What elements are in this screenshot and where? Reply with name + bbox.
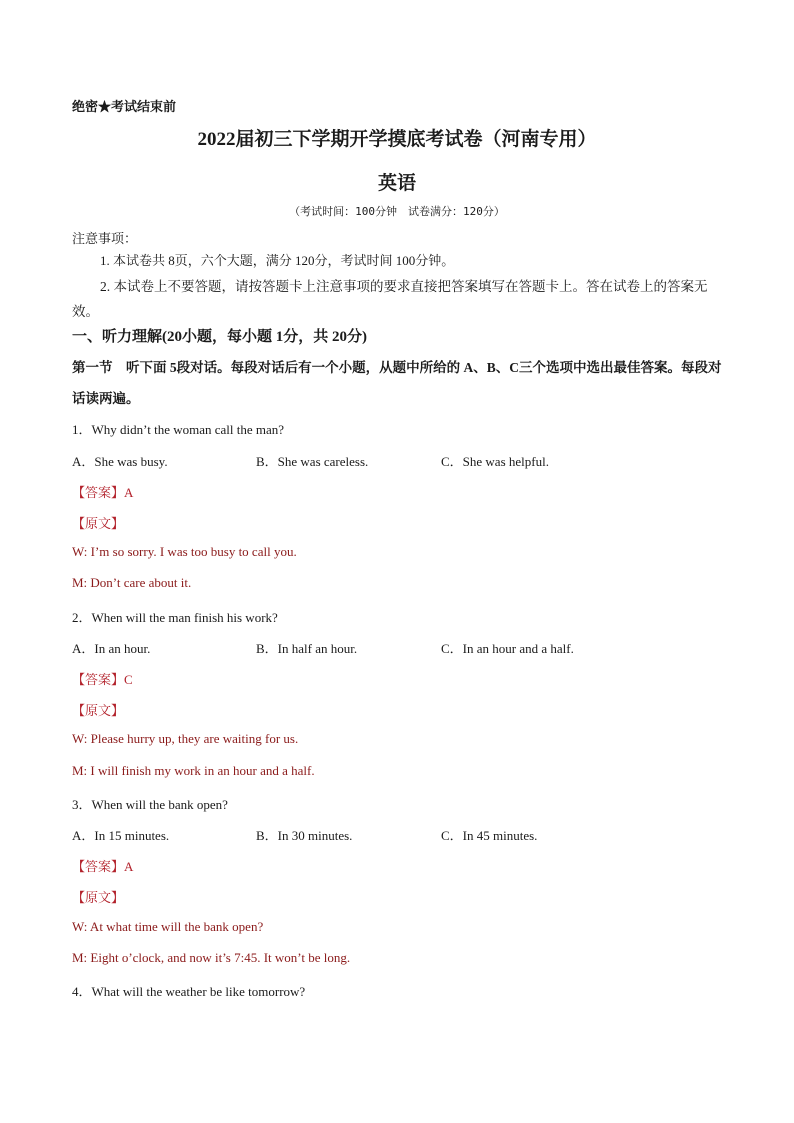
dialogue-line: M: I will finish my work in an hour and a half. [72,763,315,778]
page-title: 2022届初三下学期开学摸底考试卷（河南专用） [197,129,597,150]
answer-value: A [124,485,134,500]
answer-label: 【答案】 [72,859,125,874]
option-a: A．In 15 minutes. [72,828,170,843]
dialogue-line: M: Don’t care about it. [72,575,192,590]
question-stem: 1．Why didn’t the woman call the man? [72,422,285,437]
question-stem: 2．When will the man finish his work? [72,610,278,625]
option-a: A．She was busy. [72,454,168,469]
dialogue-line: M: Eight o’clock, and now it’s 7:45. It won’t be long. [72,950,351,965]
option-c: C．In an hour and a half. [441,641,574,656]
answer-label: 【答案】 [72,672,125,687]
transcript-label: 【原文】 [72,703,125,718]
option-a: A．In an hour. [72,641,151,656]
notes-heading: 注意事项： [72,231,138,246]
dialogue-line: W: At what time will the bank open? [72,919,264,934]
answer-label: 【答案】 [72,485,125,500]
note-item: 1. 本试卷共 8页，六个大题，满分 120分，考试时间 100分钟。 [100,253,455,268]
transcript-label: 【原文】 [72,890,125,905]
dialogue-line: W: I’m so sorry. I was too busy to call you. [72,544,297,559]
exam-meta: （考试时间：100分钟 试卷满分：120分） [289,205,505,218]
question-stem: 4．What will the weather be like tomorrow? [72,984,306,999]
answer-line [72,856,133,875]
section-heading: 第一节 听下面 5段对话。每段对话后有一个小题，从题中所给的 A、B、C三个选项中选出最佳答案。每段对话读两遍。 [72,360,722,406]
option-b: B．In 30 minutes. [256,828,353,843]
note-item: 2. 本试卷上不要答题，请按答题卡上注意事项的要求直接把答案填写在答题卡上。答在试卷上的答案无效。 [72,279,708,319]
option-c: C．She was helpful. [441,454,549,469]
answer-value: A [124,859,134,874]
subject-title: 英语 [377,173,416,194]
question-stem: 3．When will the bank open? [72,797,228,812]
part-heading: 一、听力理解(20小题，每小题 1分，共 20分) [72,329,367,345]
answer-value: C [124,672,133,687]
answer-line [72,482,133,501]
option-b: B．She was careless. [256,454,369,469]
confidential-label: 绝密★考试结束前 [72,99,177,114]
answer-line [72,669,133,688]
option-c: C．In 45 minutes. [441,828,538,843]
option-b: B．In half an hour. [256,641,358,656]
transcript-label: 【原文】 [72,516,125,531]
dialogue-line: W: Please hurry up, they are waiting for us. [72,731,299,746]
